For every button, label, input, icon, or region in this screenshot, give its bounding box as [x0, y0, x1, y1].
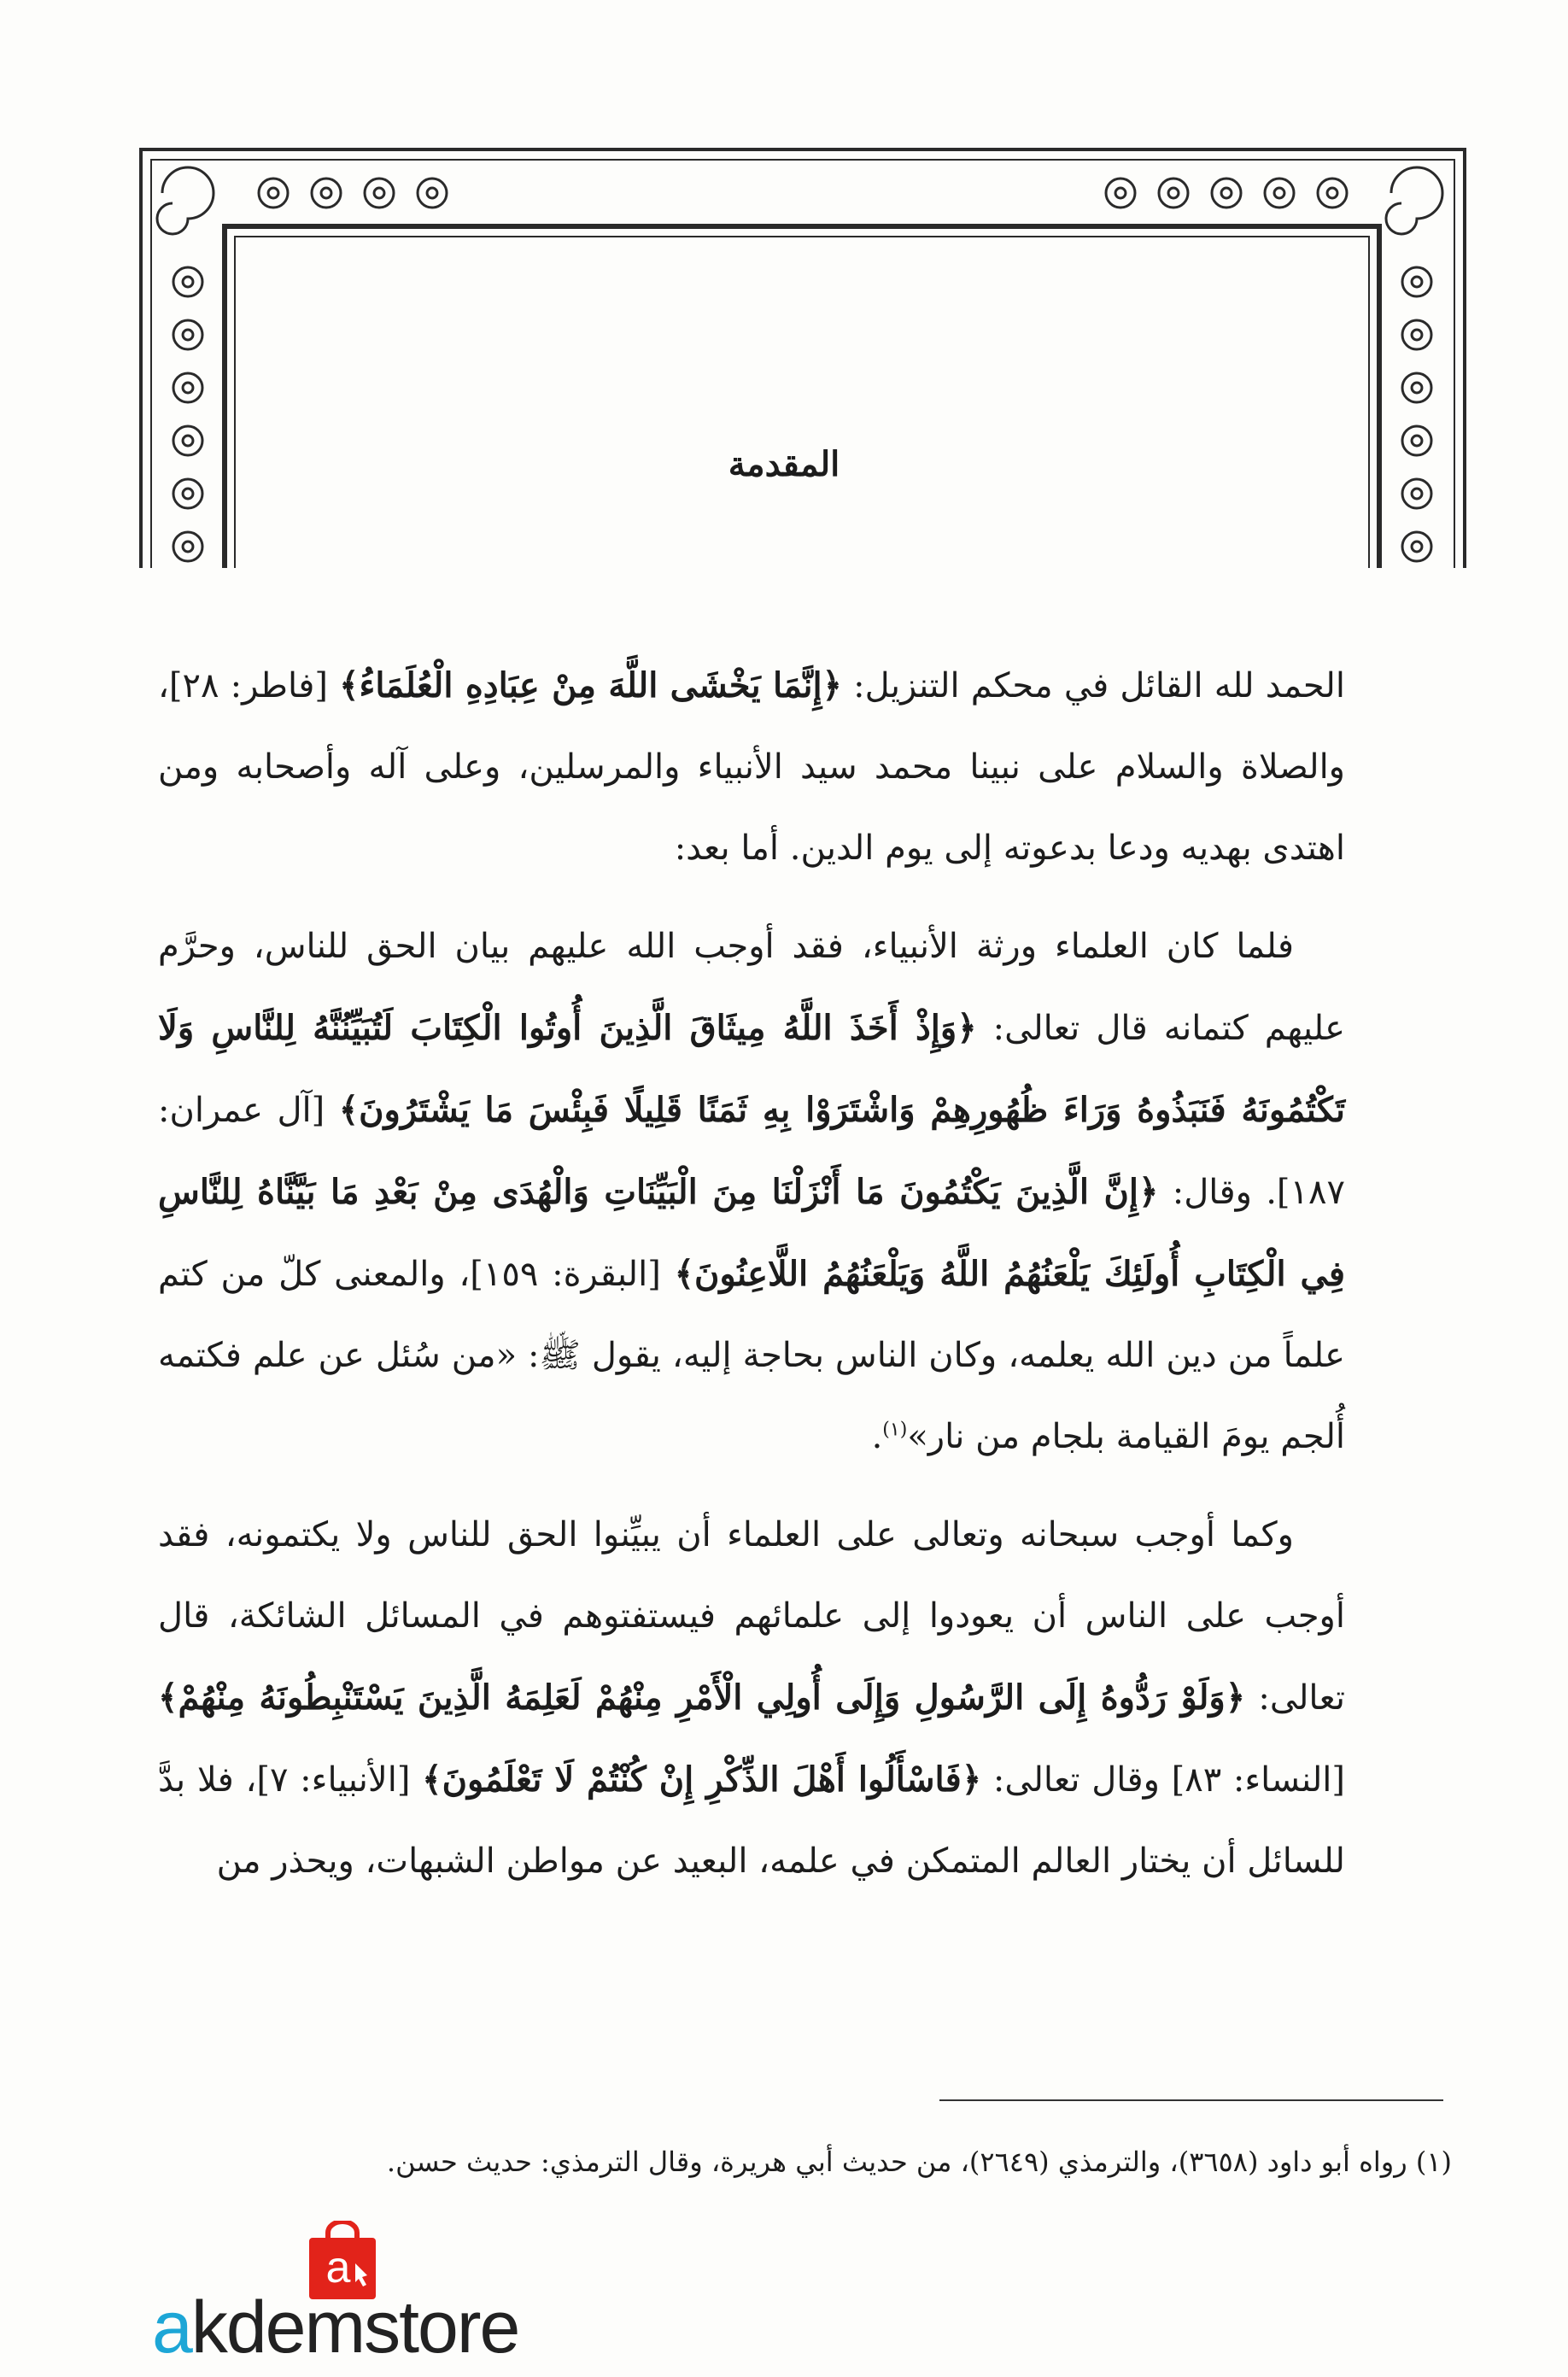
- paragraph: [158, 1495, 1345, 1902]
- paragraph: [158, 906, 1345, 1478]
- body-text: الحمد لله القائل في محكم التنزيل:: [842, 666, 1345, 705]
- footnote-separator: [939, 2099, 1443, 2101]
- quran-verse: ﴿فَاسْأَلُوا أَهْلَ الذِّكْرِ إِنْ كُنْتُمْ لَا تَعْلَمُونَ﴾: [422, 1759, 982, 1800]
- ornament-swirl: [418, 179, 447, 208]
- ornament-swirl: [1402, 267, 1431, 296]
- ornament-swirl-core: [374, 188, 384, 198]
- quran-verse: ﴿إِنَّ الَّذِينَ يَكْتُمُونَ مَا أَنْزَلْنَا مِنَ الْبَيِّنَاتِ وَالْهُدَى مِنْ بَعْدِ مَا بَيَّنَّاهُ لِلنَّاسِ فِي الْكِتَابِ أُولَئِكَ يَلْعَنُهُمُ اللَّهُ وَيَلْعَنُهُمُ اللَّاعِنُونَ﴾: [158, 1172, 1345, 1294]
- ornament-swirl-core: [183, 489, 193, 499]
- ornament-swirl: [1159, 179, 1188, 208]
- ornament-swirl-core: [1327, 188, 1337, 198]
- corner-ornament: [157, 167, 214, 234]
- body-text: [آل عمران: ١٨٧]. وقال:: [158, 1091, 1345, 1212]
- quran-verse: ﴿وَإِذْ أَخَذَ اللَّهُ مِيثَاقَ الَّذِينَ أُوتُوا الْكِتَابَ لَتُبَيِّنُنَّهُ لِلنَّاسِ وَلَا تَكْتُمُونَهُ فَنَبَذُوهُ وَرَاءَ ظُهُورِهِمْ وَاشْتَرَوْا بِهِ ثَمَنًا قَلِيلًا فَبِئْسَ مَا يَشْتَرُونَ﴾: [158, 1008, 1345, 1130]
- ornament-swirl-core: [1412, 542, 1422, 552]
- footnote: (١) رواه أبو داود (٣٦٥٨)، والترمذي (٢٦٤٩)، من حديث أبي هريرة، وقال الترمذي: حديث حسن.: [386, 2146, 1452, 2178]
- body-text: .: [871, 1417, 883, 1456]
- ornament-swirl-core: [268, 188, 278, 198]
- page-title: المقدمة: [728, 444, 840, 484]
- ornament-swirl-core: [1412, 383, 1422, 393]
- logo-text-accent: a: [152, 2286, 191, 2368]
- ornament-swirl: [173, 373, 202, 402]
- ornament-swirl-core: [1168, 188, 1179, 198]
- ornament-swirl: [1402, 373, 1431, 402]
- body-text: [الأنبياء: ٧]، فلا بدَّ للسائل أن يختار العالم المتمكن في علمه، البعيد عن مواطن الشبهات، ويحذر من: [158, 1760, 1345, 1881]
- ornament-swirl: [1318, 179, 1347, 208]
- paragraph: [158, 645, 1345, 889]
- body-text: وكما أوجب سبحانه وتعالى على العلماء أن يبيِّنوا الحق للناس ولا يكتمونه، فقد أوجب على الناس أن يعودوا إلى علمائهم فيستفتوهم في المسائل الشائكة، قال تعالى:: [158, 1515, 1345, 1718]
- ornament-swirl-core: [427, 188, 437, 198]
- ornament-swirl-core: [1412, 489, 1422, 499]
- ornament-swirl: [173, 320, 202, 349]
- ornament-swirl: [173, 267, 202, 296]
- ornament-swirl-core: [1412, 277, 1422, 287]
- ornament-swirl: [1402, 320, 1431, 349]
- ornament-swirl-core: [183, 383, 193, 393]
- ornament-swirl-core: [1221, 188, 1232, 198]
- ornament-swirl: [1106, 179, 1135, 208]
- corner-ornament: [1386, 167, 1442, 234]
- ornament-swirl: [1265, 179, 1294, 208]
- ornament-swirl-core: [183, 542, 193, 552]
- ornament-swirl-core: [1274, 188, 1284, 198]
- ornament-swirl: [173, 532, 202, 561]
- body-text: [البقرة: ١٥٩]، والمعنى كلّ من كتم علماً من دين الله يعلمه، وكان الناس بحاجة إليه، يقول ﷺ: «من سُئل عن علم فكتمه أُلجم يومَ القيامة بلجام من نار»: [158, 1255, 1345, 1456]
- ornament-swirl: [1212, 179, 1241, 208]
- ornament-swirl-core: [1115, 188, 1126, 198]
- logo-letter: a: [325, 2243, 351, 2292]
- ornament-swirl-core: [321, 188, 331, 198]
- quran-verse: ﴿وَلَوْ رَدُّوهُ إِلَى الرَّسُولِ وَإِلَى أُولِي الْأَمْرِ مِنْهُمْ لَعَلِمَهُ الَّذِينَ يَسْتَنْبِطُونَهُ مِنْهُمْ﴾: [158, 1677, 1246, 1718]
- body-text: فلما كان العلماء ورثة الأنبياء، فقد أوجب الله عليهم بيان الحق للناس، وحرَّم عليهم كتمانه قال تعالى:: [158, 927, 1346, 1048]
- footnote-ref: (١): [882, 1419, 908, 1441]
- ornament-swirl: [1402, 532, 1431, 561]
- main-text: [158, 645, 1345, 1902]
- logo-text-rest: kdemstore: [190, 2286, 519, 2368]
- watermark-logo: [152, 2286, 519, 2368]
- body-text: [فاطر: ٢٨]، والصلاة والسلام على نبينا محمد سيد الأنبياء والمرسلين، وعلى آله وأصحابه ومن اهتدى بهديه ودعا بدعوته إلى يوم الدين. أما بعد:: [158, 666, 1345, 868]
- quran-verse: ﴿إِنَّمَا يَخْشَى اللَّهَ مِنْ عِبَادِهِ الْعُلَمَاءُ﴾: [339, 665, 842, 705]
- ornamental-frame: [0, 0, 1568, 598]
- ornament-swirl: [365, 179, 394, 208]
- ornament-swirl-core: [183, 330, 193, 340]
- body-text: [النساء: ٨٣] وقال تعالى:: [981, 1760, 1345, 1800]
- ornament-swirl-core: [1412, 330, 1422, 340]
- ornament-swirl: [312, 179, 341, 208]
- ornament-swirl-core: [183, 277, 193, 287]
- ornament-swirl: [259, 179, 288, 208]
